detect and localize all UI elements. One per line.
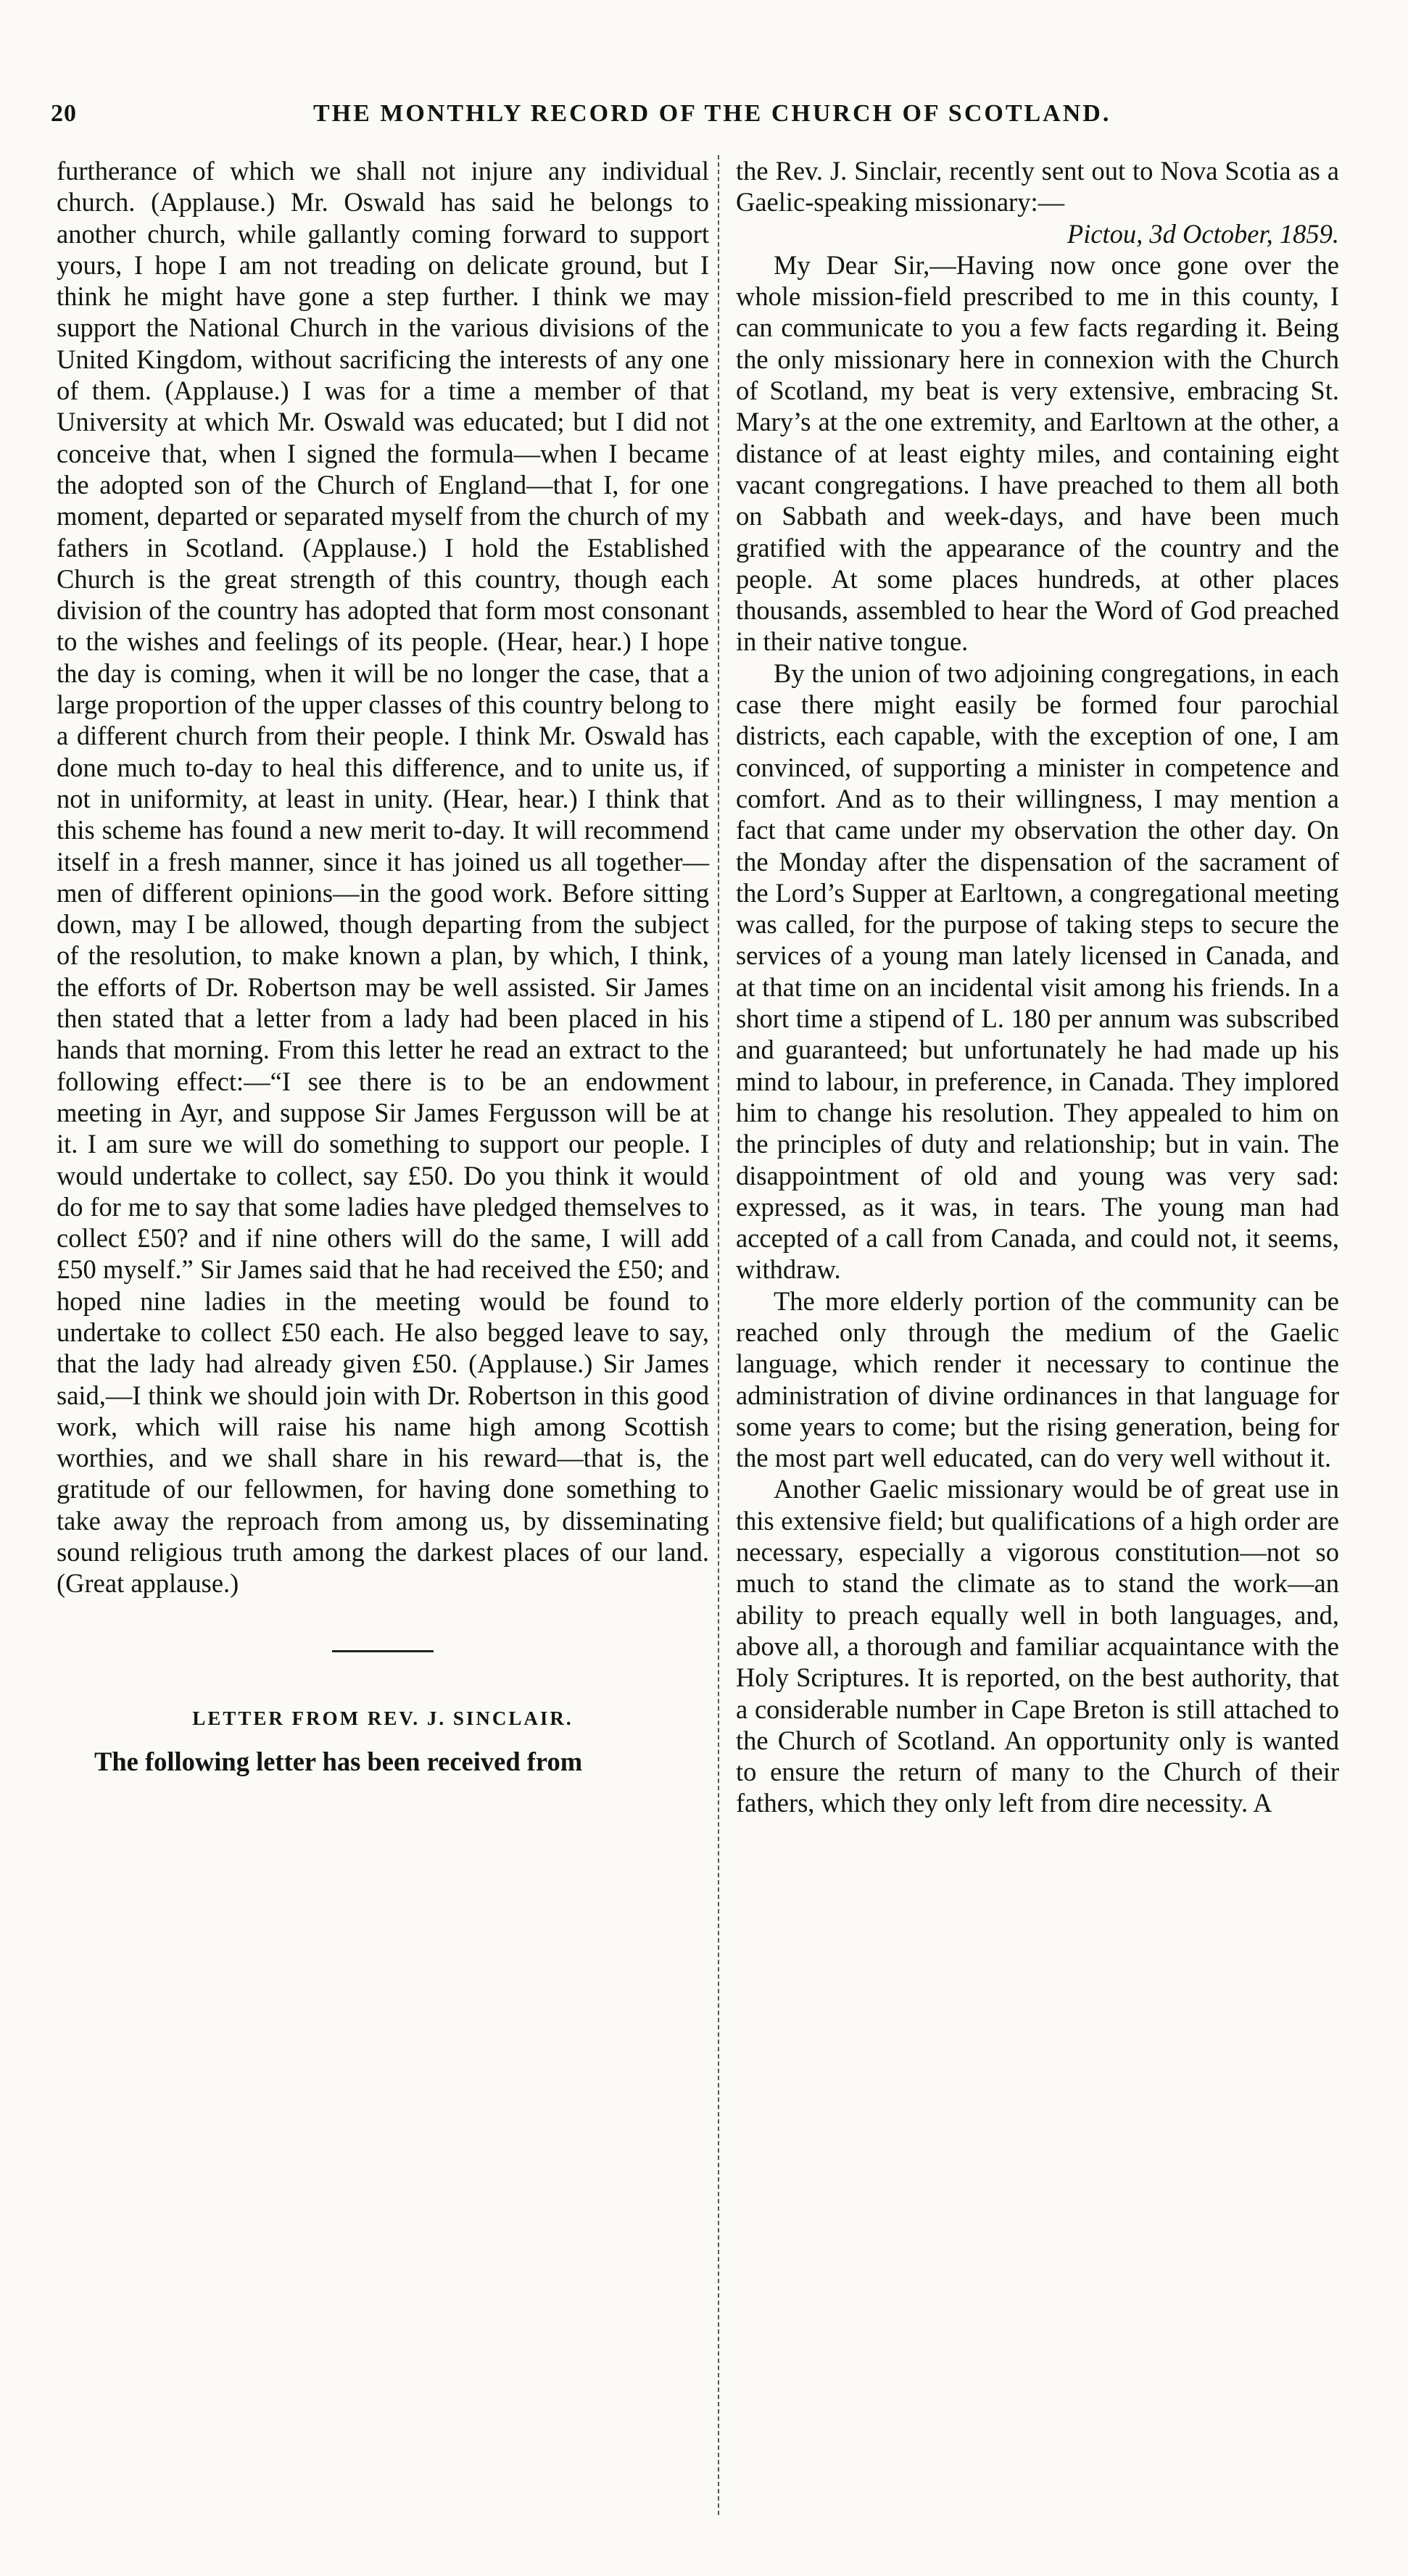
letter-paragraph: By the union of two adjoining congregations, in each case there might easily be formed four parochial districts, each capable, with the exception of one, I am convinced, of supporting a minister in competence and comfort. And as to their willingness, I may mention a fact that came under my observation the other day. On the Monday after the dispensation of the sacrament of the Lord’s Supper at Earltown, a congregational meeting was called, for the purpose of taking steps to secure the services of a young man lately licensed in Canada, and at that time on an incidental visit among his friends. In a short time a stipend of L. 180 per annum was subscribed and guaranteed; but unfortunately he had made up his mind to labour, in preference, in Canada. They implored him to change his resolution. They appealed to him on the principles of duty and relationship; but in vain. The disappointment of old and young was very sad: expressed, as it was, in tears. The young man had accepted of a call from Canada, and could not, it seems, withdraw. [736,658,1339,1285]
right-column [736,155,1339,1819]
running-title: THE MONTHLY RECORD OF THE CHURCH OF SCOTLAND. [313,100,1111,127]
column-divider [718,155,719,2515]
section-divider [332,1650,434,1652]
letter-paragraph: The more elderly portion of the community can be reached only through the medium of the Gaelic language, which render it necessary to continue the administration of divine ordinances in that language for some years to come; but the rising generation, being for the most part well educated, can do very well without it. [736,1285,1339,1473]
letter-intro-paragraph: The following letter has been received from [94,1746,583,1776]
page-number: 20 [51,100,77,127]
section-heading: LETTER FROM REV. J. SINCLAIR. [192,1707,573,1729]
letter-paragraph: Another Gaelic missionary would be of great use in this extensive field; but qualifications of a high order are necessary, especially a vigorous constitution—not so much to stand the climate as to stand the work—an ability to preach equally well in both languages, and, above all, a thorough and familiar acquaintance with the Holy Scriptures. It is reported, on the best authority, that a considerable number in Cape Breton is still attached to the Church of Scotland. An opportunity only is wanted to ensure the return of many to the Church of their fathers, which they only left from dire necessity. A [736,1474,1339,1818]
letter-intro-continuation: the Rev. J. Sinclair, recently sent out to Nova Scotia as a Gaelic-speaking missionary:— [736,156,1339,218]
letter-paragraph: My Dear Sir,—Having now once gone over the whole mission-field prescribed to me in this county, I can communicate to you a few facts regarding it. Being the only missionary here in connexion with the Church of Scotland, my beat is very extensive, embracing St. Mary’s at the one extremity, and Earltown at the other, a distance of at least eighty miles, and containing eight vacant congregations. I have preached to them all both on Sabbath and week-days, and have been much gratified with the appearance of the country and the people. At some places hundreds, at other places thousands, assembled to hear the Word of God preached in their native tongue. [736,249,1339,657]
left-column [57,155,709,1777]
running-head [51,100,1335,141]
speech-paragraph: furtherance of which we shall not injure any individual church. (Applause.) Mr. Oswald has said he belongs to another church, while gallantly coming forward to support yours, I hope I am not treading on delicate ground, but I think he might have gone a step further. I think we may support the National Church in the various divisions of the United Kingdom, without sacrificing the interests of any one of them. (Applause.) I was for a time a member of that University at which Mr. Oswald was educated; but I did not conceive that, when I signed the formula—when I became the adopted son of the Church of England—that I, for one moment, departed or separated myself from the church of my fathers in Scotland. (Applause.) I hold the Established Church is the great strength of this country, though each division of the country has adopted that form most consonant to the wishes and feelings of its people. (Hear, hear.) I hope the day is coming, when it will be no longer the case, that a large proportion of the upper classes of this country belong to a different church from their people. I think Mr. Oswald has done much to-day to heal this difference, and to unite us, if not in uniformity, at least in unity. (Hear, hear.) I think that this scheme has found a new merit to-day. It will recommend itself in a fresh manner, since it has joined us all together—men of different opinions—in the good work. Before sitting down, may I be allowed, though departing from the subject of the resolution, to make known a plan, by which, I think, the efforts of Dr. Robertson may be well assisted. Sir James then stated that a letter from a lady had been placed in his hands that morning. From this letter he read an extract to the following effect:—“I see there is to be an endowment meeting in Ayr, and suppose Sir James Fergusson will be at it. I am sure we will do something to support our people. I would undertake to collect, say £50. Do you think it would do for me to say that some ladies have pledged themselves to collect £50? and if nine others will do the same, I will add £50 myself.” Sir James said that he had received the £50; and hoped nine ladies in the meeting would be found to undertake to collect £50 each. He also begged leave to say, that the lady had already given £50. (Applause.) Sir James said,—I think we should join with Dr. Robertson in this good work, which will raise his name high among Scottish worthies, and we shall share in his reward—that is, the gratitude of our fellowmen, for having done something to take away the reproach from among us, by disseminating sound religious truth among the darkest places of our land. (Great applause.) [57,156,709,1599]
letter-dateline: Pictou, 3d October, 1859. [1067,218,1339,249]
